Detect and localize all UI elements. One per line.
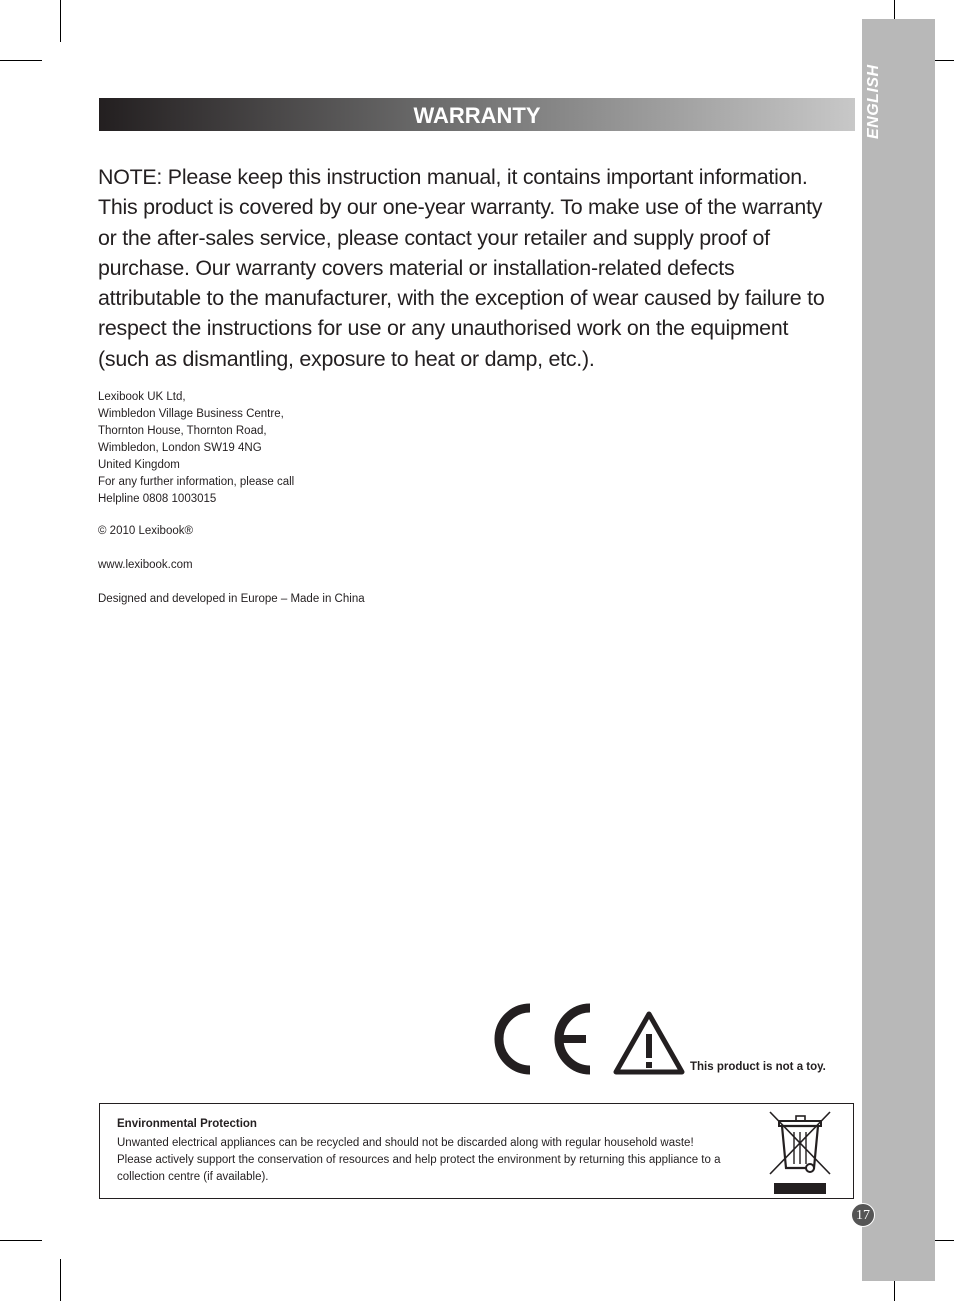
environment-text: Unwanted electrical appliances can be recycled and should not be discarded along with regular household waste! Please actively support the conservation of resources and help protect the environment by returning this appliance to a collection centre (if available).: [117, 1137, 721, 1183]
address-line: For any further information, please call: [98, 476, 295, 488]
crossed-out-wheelie-bin-icon: [768, 1108, 834, 1196]
website-link: www.lexibook.com: [98, 559, 193, 571]
warranty-paragraph: This product is covered by our one-year warranty. To make use of the warranty or the after-sales service, please contact your retailer and supply proof of purchase. Our warranty covers material or installation-related defects attributable to the manufacturer, with the exception of wear caused by failure to respect the instructions for use or any unauthorised work on the equipment (such as dismantling, exposure to heat or damp, etc.).: [98, 195, 825, 371]
language-side-tab: [862, 19, 935, 1281]
crop-mark: [0, 1240, 42, 1241]
address-line: Wimbledon Village Business Centre,: [98, 408, 284, 420]
address-block: [98, 389, 598, 508]
language-label: ENGLISH: [865, 64, 882, 139]
environmental-protection-box: [99, 1103, 854, 1199]
crop-mark: [0, 60, 42, 61]
crop-mark: [60, 0, 61, 42]
note-paragraph: NOTE: Please keep this instruction manual, it contains important information.: [98, 165, 808, 189]
page-number: 17: [851, 1203, 875, 1227]
address-line: Thornton House, Thornton Road,: [98, 425, 267, 437]
address-line: United Kingdom: [98, 459, 180, 471]
address-line: Wimbledon, London SW19 4NG: [98, 442, 262, 454]
not-a-toy-warning: This product is not a toy.: [690, 1061, 826, 1073]
address-line: Lexibook UK Ltd,: [98, 391, 186, 403]
page-title: WARRANTY: [413, 103, 541, 128]
warning-triangle-icon: [612, 1010, 686, 1076]
warranty-note: [98, 162, 838, 374]
copyright: © 2010 Lexibook®: [98, 525, 193, 537]
helpline: Helpline 0808 1003015: [98, 493, 217, 505]
ce-mark-icon: [490, 1002, 596, 1076]
origin-statement: Designed and developed in Europe – Made in China: [98, 593, 365, 605]
crop-mark: [60, 1259, 61, 1301]
environment-title: Environmental Protection: [117, 1118, 257, 1130]
warranty-title-bar: [99, 98, 855, 131]
